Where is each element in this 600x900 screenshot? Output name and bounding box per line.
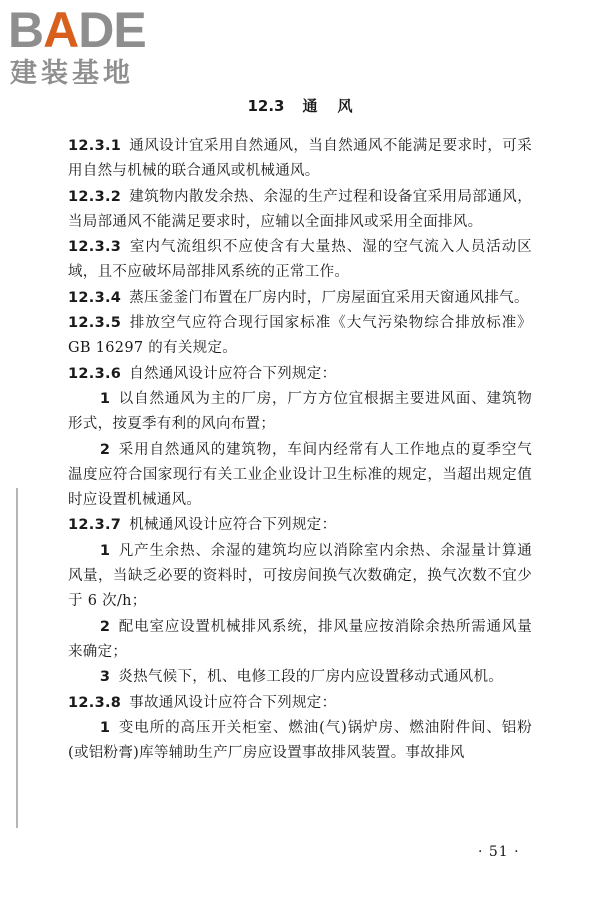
bade-logo <box>8 4 178 94</box>
clause-text: 通风设计宜采用自然通风，当自然通风不能满足要求时，可采用自然与机械的联合通风或机械通风。 <box>68 138 532 180</box>
clause-item <box>68 438 532 514</box>
logo-letters-de: DE <box>78 2 146 58</box>
section-number: 12.3 <box>247 97 285 115</box>
clause <box>68 691 532 716</box>
margin-change-bar <box>16 488 18 828</box>
clause-number: 12.3.2 <box>68 188 122 205</box>
item-text: 以自然通风为主的厂房，厂方方位宜根据主要进风面、建筑物形式，按夏季有利的风向布置； <box>68 390 532 433</box>
clause-number: 12.3.7 <box>68 517 122 534</box>
item-text: 采用自然通风的建筑物，车间内经常有人工作地点的夏季空气温度应符合国家现行有关工业企业设计卫生标准的规定，当超出规定值时应设置机械通风。 <box>68 441 532 509</box>
item-number: 1 <box>99 542 111 559</box>
section-body <box>68 134 532 766</box>
clause <box>68 362 532 387</box>
clause-number: 12.3.1 <box>68 138 122 154</box>
item-text: 变电所的高压开关柜室、燃油(气)锅炉房、燃油附件间、铝粉(或铝粉膏)库等辅助生产厂房应设置事故排风装置。事故排风 <box>68 719 532 762</box>
section-heading <box>0 96 600 116</box>
clause-item <box>68 387 532 438</box>
clause-text: 建筑物内散发余热、余湿的生产过程和设备宜采用局部通风，当局部通风不能满足要求时，应辅以全面排风或采用全面排风。 <box>68 188 532 230</box>
logo-letter-a: A <box>43 2 79 58</box>
clause-text: 事故通风设计应符合下列规定： <box>129 694 337 711</box>
section-title-part1: 通 <box>302 97 318 115</box>
clause-text: 自然通风设计应符合下列规定： <box>129 365 337 382</box>
clause-number: 12.3.5 <box>68 315 122 332</box>
item-number: 3 <box>99 669 111 686</box>
clause-item <box>68 615 532 666</box>
item-number: 1 <box>99 390 111 407</box>
clause-text: 机械通风设计应符合下列规定： <box>129 517 337 534</box>
clause-text: 蒸压釜釜门布置在厂房内时，厂房屋面宜采用天窗通风排气。 <box>129 289 529 306</box>
item-number: 1 <box>99 719 111 736</box>
page-number: · 51 · <box>478 844 520 860</box>
clause-number: 12.3.4 <box>68 289 122 306</box>
clause-text: 室内气流组织不应使含有大量热、湿的空气流入人员活动区域，且不应破坏局部排风系统的正常工作。 <box>68 239 532 281</box>
clause <box>68 311 532 362</box>
logo-subtitle: 建装基地 <box>10 58 134 89</box>
section-title-part2: 风 <box>337 97 353 115</box>
clause <box>68 286 532 311</box>
logo-letter-b: B <box>8 2 44 58</box>
item-text: 配电室应设置机械排风系统，排风量应按消除余热所需通风量来确定； <box>68 618 532 660</box>
clause <box>68 235 532 286</box>
clause-text: 排放空气应符合现行国家标准《大气污染物综合排放标准》GB 16297 的有关规定。 <box>68 315 532 357</box>
item-number: 2 <box>99 618 111 635</box>
clause-number: 12.3.8 <box>68 694 122 711</box>
clause-number: 12.3.6 <box>68 365 122 382</box>
clause-item <box>68 539 532 615</box>
clause-item <box>68 665 532 690</box>
item-text: 凡产生余热、余湿的建筑均应以消除室内余热、余湿量计算通风量，当缺乏必要的资料时，可按房间换气次数确定，换气次数不宜少于 6 次/h； <box>68 542 532 610</box>
logo-wordmark <box>8 4 146 56</box>
item-text: 炎热气候下，机、电修工段的厂房内应设置移动式通风机。 <box>118 669 504 686</box>
clause <box>68 134 532 185</box>
item-number: 2 <box>99 441 111 458</box>
clause-number: 12.3.3 <box>68 239 122 256</box>
clause <box>68 513 532 538</box>
clause <box>68 185 532 236</box>
clause-item <box>68 716 532 767</box>
